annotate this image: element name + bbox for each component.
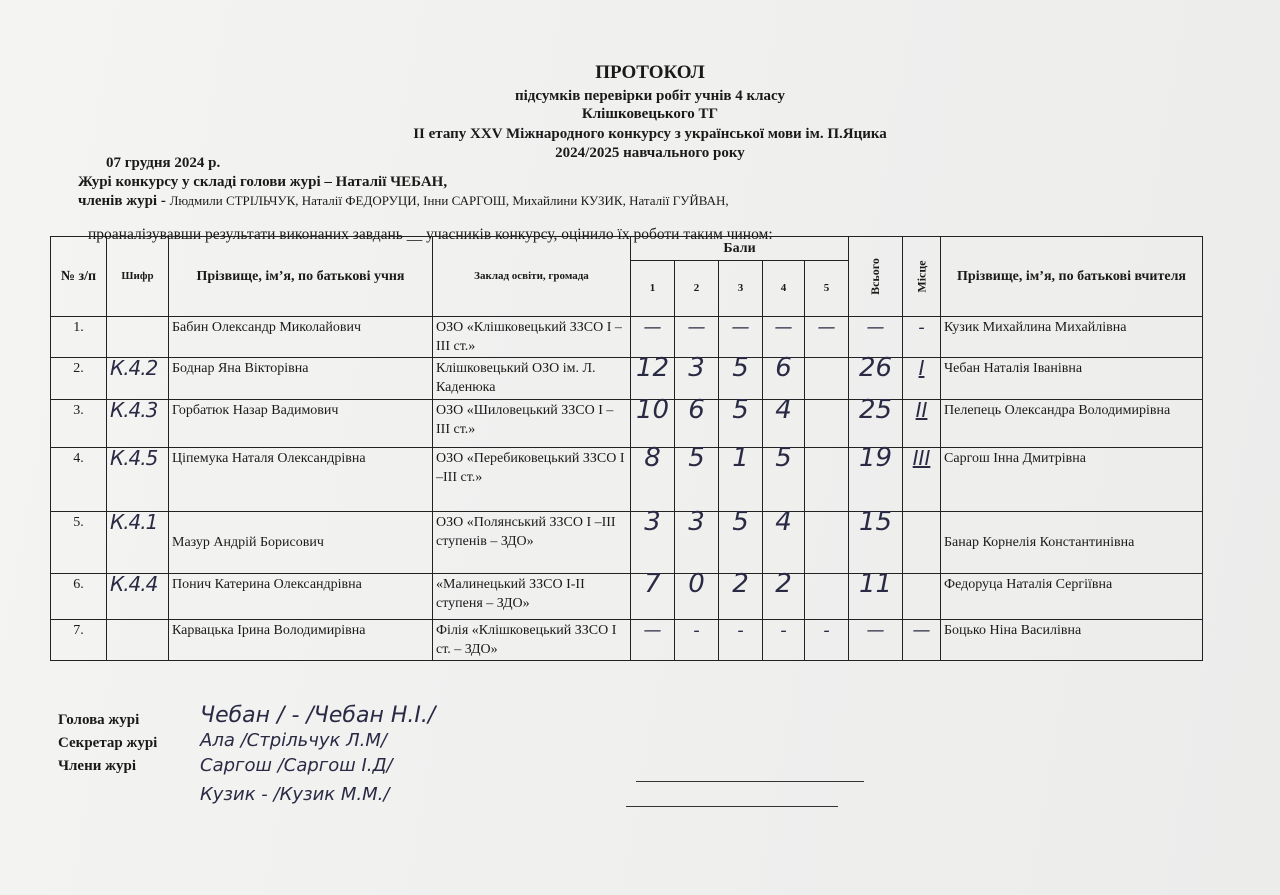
members-label: членів журі - (78, 193, 166, 209)
row-school: ОЗО «Клішковецький ЗЗСО І –ІІІ ст.» (433, 317, 631, 358)
row-score-3: - (719, 620, 763, 661)
header-p4: 4 (763, 261, 805, 317)
row-score-4: - (763, 620, 805, 661)
row-score-1: — (631, 317, 675, 358)
table-row (51, 620, 1203, 661)
header-num: № з/п (51, 237, 107, 317)
row-place: ІІ (903, 400, 941, 448)
row-total: 26 (849, 358, 903, 400)
row-place: - (903, 317, 941, 358)
row-total: — (849, 620, 903, 661)
row-score-5: — (805, 317, 849, 358)
header-p1: 1 (631, 261, 675, 317)
row-score-5: - (805, 620, 849, 661)
table-row (51, 512, 1203, 574)
header-points: Бали (631, 237, 849, 261)
row-num: 6. (51, 574, 107, 620)
table-row (51, 574, 1203, 620)
row-total: 15 (849, 512, 903, 574)
header-p3: 3 (719, 261, 763, 317)
row-score-4: 4 (763, 400, 805, 448)
row-student: Ціпемука Наталя Олександрівна (169, 448, 433, 512)
row-student: Понич Катерина Олександрівна (169, 574, 433, 620)
row-score-2: — (675, 317, 719, 358)
row-score-2: 5 (675, 448, 719, 512)
row-place (903, 574, 941, 620)
subtitle-line-4: 2024/2025 навчального року (555, 145, 745, 161)
row-score-2: 3 (675, 358, 719, 400)
members-sig-label: Члени журі (58, 758, 137, 774)
row-num: 2. (51, 358, 107, 400)
row-score-1: 3 (631, 512, 675, 574)
row-code (107, 317, 169, 358)
row-code: К.4.4 (107, 574, 169, 620)
row-teacher: Боцько Ніна Василівна (941, 620, 1203, 661)
table-row (51, 317, 1203, 358)
row-student: Мазур Андрій Борисович (169, 512, 433, 574)
header-place: Місце (903, 237, 941, 317)
row-student: Карвацька Ірина Володимирівна (169, 620, 433, 661)
row-place: — (903, 620, 941, 661)
secretary-label: Секретар журі (58, 735, 158, 751)
row-total: — (849, 317, 903, 358)
row-num: 7. (51, 620, 107, 661)
row-student: Боднар Яна Вікторівна (169, 358, 433, 400)
row-score-4: 4 (763, 512, 805, 574)
row-school: ОЗО «Перебиковецький ЗЗСО І –ІІІ ст.» (433, 448, 631, 512)
results-table (50, 236, 1203, 661)
head-signature: Чебан / - /Чебан Н.І./ (200, 703, 436, 728)
row-score-2: 0 (675, 574, 719, 620)
row-score-3: 5 (719, 512, 763, 574)
row-num: 5. (51, 512, 107, 574)
row-num: 1. (51, 317, 107, 358)
row-score-3: 2 (719, 574, 763, 620)
row-score-5 (805, 512, 849, 574)
row-place: ІІІ (903, 448, 941, 512)
row-school: Філія «Клішковецький ЗЗСО І ст. – ЗДО» (433, 620, 631, 661)
row-teacher: Чебан Наталія Іванівна (941, 358, 1203, 400)
header-p2: 2 (675, 261, 719, 317)
subtitle-line-3: ІІ етапу XXV Міжнародного конкурсу з української мови ім. П.Яцика (413, 126, 887, 142)
subtitle-line-2: Клішковецького ТГ (581, 106, 719, 122)
protocol-date: 07 грудня 2024 р. (106, 155, 221, 171)
row-student: Горбатюк Назар Вадимович (169, 400, 433, 448)
row-score-1: 8 (631, 448, 675, 512)
header-code: Шифр (107, 237, 169, 317)
row-score-2: 6 (675, 400, 719, 448)
row-code: К.4.2 (107, 358, 169, 400)
row-teacher: Федоруца Наталія Сергіївна (941, 574, 1203, 620)
header-p5: 5 (805, 261, 849, 317)
row-teacher: Кузик Михайлина Михайлівна (941, 317, 1203, 358)
row-score-2: - (675, 620, 719, 661)
row-score-1: 7 (631, 574, 675, 620)
row-school: ОЗО «Полянський ЗЗСО І –ІІІ ступенів – ЗДО» (433, 512, 631, 574)
jury-members-line (78, 193, 729, 210)
row-teacher: Банар Корнелія Константинівна (941, 512, 1203, 574)
row-teacher: Саргош Інна Дмитрівна (941, 448, 1203, 512)
row-code: К.4.1 (107, 512, 169, 574)
row-num: 3. (51, 400, 107, 448)
row-num: 4. (51, 448, 107, 512)
row-score-3: — (719, 317, 763, 358)
header-student: Прізвище, ім’я, по батькові учня (169, 237, 433, 317)
row-total: 11 (849, 574, 903, 620)
row-student: Бабин Олександр Миколайович (169, 317, 433, 358)
row-score-4: 2 (763, 574, 805, 620)
header-total: Всього (849, 237, 903, 317)
blank-signature-line-2 (626, 806, 838, 807)
row-place: І (903, 358, 941, 400)
row-total: 25 (849, 400, 903, 448)
header-school: Заклад освіти, громада (433, 237, 631, 317)
row-score-5 (805, 400, 849, 448)
row-total: 19 (849, 448, 903, 512)
row-code: К.4.5 (107, 448, 169, 512)
blank-signature-line-1 (636, 781, 864, 782)
row-score-4: 6 (763, 358, 805, 400)
row-score-3: 1 (719, 448, 763, 512)
table-row (51, 400, 1203, 448)
subtitle-line-1: підсумків перевірки робіт учнів 4 класу (515, 88, 785, 104)
row-score-1: — (631, 620, 675, 661)
row-score-5 (805, 358, 849, 400)
row-code (107, 620, 169, 661)
row-score-1: 10 (631, 400, 675, 448)
row-score-4: — (763, 317, 805, 358)
secretary-signature: Ала /Стрільчук Л.М/ (200, 730, 387, 751)
header-teacher: Прізвище, ім’я, по батькові вчителя (941, 237, 1203, 317)
row-code: К.4.3 (107, 400, 169, 448)
row-score-3: 5 (719, 358, 763, 400)
row-score-4: 5 (763, 448, 805, 512)
row-place (903, 512, 941, 574)
row-score-3: 5 (719, 400, 763, 448)
analyzed-line: проаналізувавши результати виконаних завдань __ учасників конкурсу, оцінило їх роботи таким чином: (88, 226, 773, 243)
member-signature-2: Кузик - /Кузик М.М./ (200, 784, 390, 805)
table-row (51, 448, 1203, 512)
row-score-1: 12 (631, 358, 675, 400)
row-school: ОЗО «Шиловецький ЗЗСО І –ІІІ ст.» (433, 400, 631, 448)
head-label: Голова журі (58, 712, 140, 728)
row-score-2: 3 (675, 512, 719, 574)
row-teacher: Пелепець Олександра Володимирівна (941, 400, 1203, 448)
member-signature-1: Саргош /Саргош І.Д/ (200, 755, 393, 776)
row-score-5 (805, 448, 849, 512)
jury-head-line: Журі конкурсу у складі голови журі – Наталії ЧЕБАН, (78, 174, 448, 190)
row-score-5 (805, 574, 849, 620)
row-school: «Малинецький ЗЗСО І-ІІ ступеня – ЗДО» (433, 574, 631, 620)
row-school: Клішковецький ОЗО ім. Л. Каденюка (433, 358, 631, 400)
table-row (51, 358, 1203, 400)
members-names: Людмили СТРІЛЬЧУК, Наталії ФЕДОРУЦИ, Інни САРГОШ, Михайлини КУЗИК, Наталії ГУЙВАН, (169, 193, 729, 208)
protocol-title: ПРОТОКОЛ (595, 62, 705, 83)
